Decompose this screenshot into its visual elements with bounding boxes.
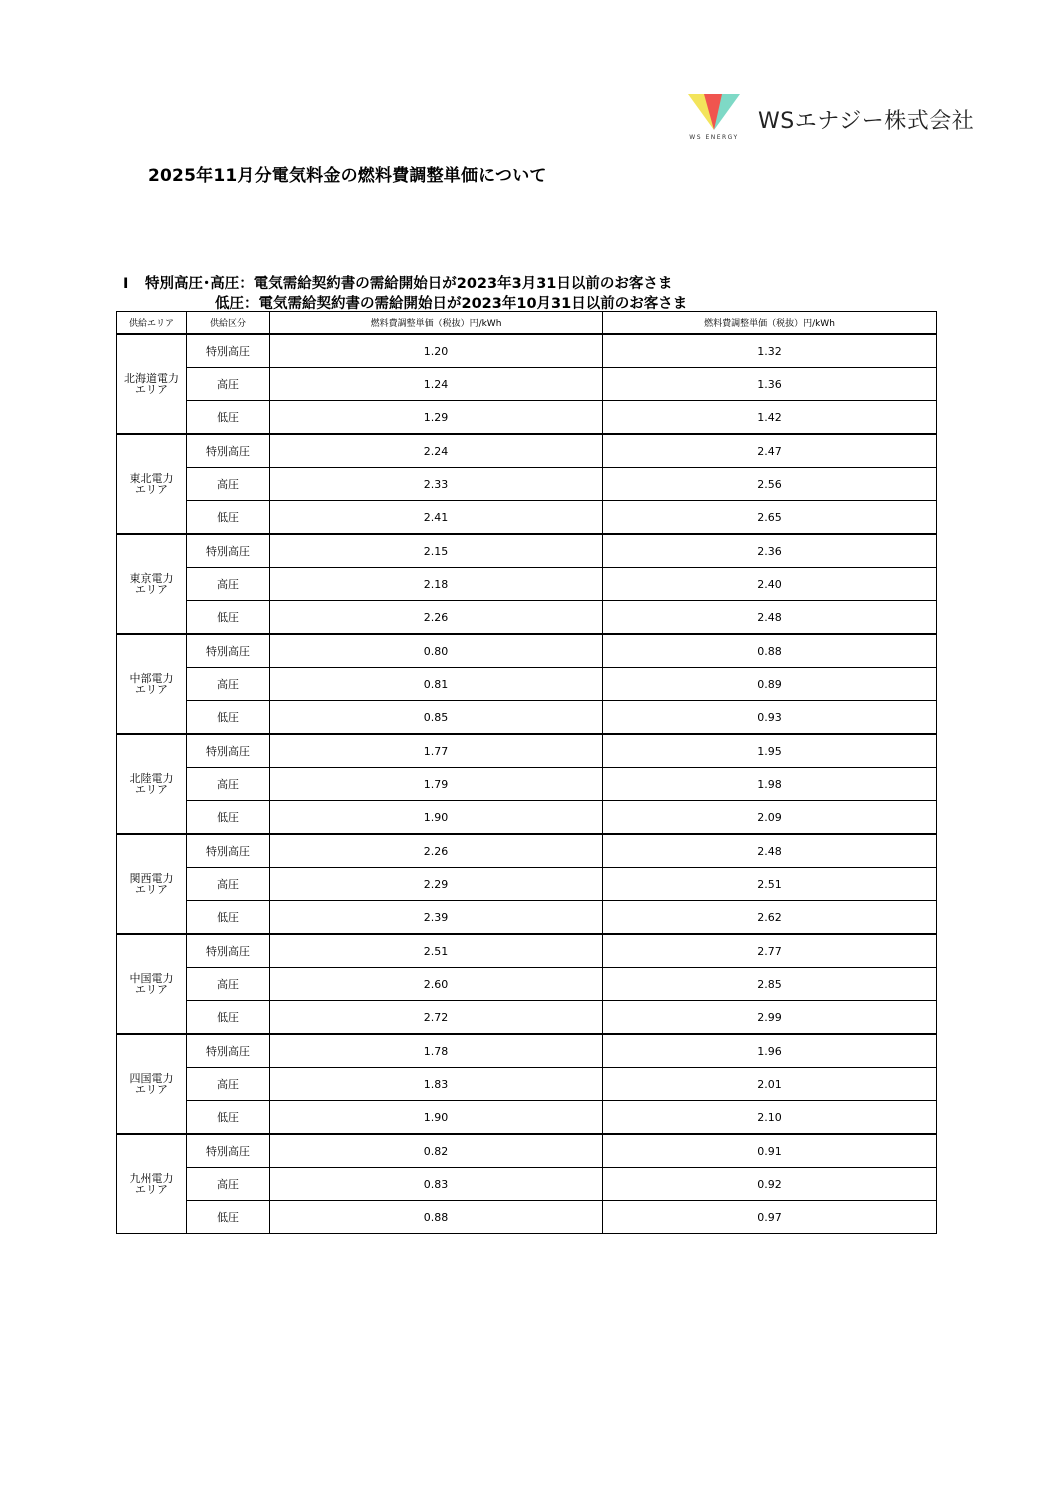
company-logo [684, 90, 744, 146]
rate-value-1: 2.18 [270, 568, 603, 601]
area-cell [117, 534, 187, 634]
rate-value-1: 2.72 [270, 1001, 603, 1035]
area-label-line: エリア [135, 983, 168, 996]
rate-value-2: 2.47 [603, 434, 937, 468]
rate-value-2: 0.89 [603, 668, 937, 701]
rate-value-2: 0.88 [603, 634, 937, 668]
header-rate-1: 燃料費調整単価（税抜）円/kWh [270, 312, 603, 335]
table-row [117, 968, 937, 1001]
table-row [117, 634, 937, 668]
company-name: WSエナジー株式会社 [758, 109, 975, 134]
rate-value-2: 0.93 [603, 701, 937, 735]
class-cell: 低圧 [187, 801, 270, 835]
rate-value-1: 2.51 [270, 934, 603, 968]
table-row [117, 701, 937, 735]
area-cell [117, 1034, 187, 1134]
class-cell: 特別高圧 [187, 834, 270, 868]
table-row [117, 1034, 937, 1068]
rate-value-1: 2.60 [270, 968, 603, 1001]
table-row [117, 534, 937, 568]
class-cell: 特別高圧 [187, 534, 270, 568]
area-label-line: 東北電力 [129, 472, 174, 485]
rate-value-1: 1.78 [270, 1034, 603, 1068]
rate-value-1: 1.90 [270, 1101, 603, 1135]
area-label-line: 中国電力 [129, 972, 174, 985]
rate-value-2: 2.48 [603, 601, 937, 635]
class-cell: 高圧 [187, 468, 270, 501]
class-cell: 高圧 [187, 1068, 270, 1101]
page-title: 2025年11月分電気料金の燃料費調整単価について [148, 166, 547, 186]
rate-value-2: 2.51 [603, 868, 937, 901]
area-label-line: エリア [135, 783, 168, 796]
rate-value-2: 1.42 [603, 401, 937, 435]
table-row [117, 601, 937, 635]
rate-value-2: 2.77 [603, 934, 937, 968]
class-cell: 高圧 [187, 768, 270, 801]
table-row [117, 468, 937, 501]
area-label-line: エリア [135, 483, 168, 496]
rate-value-2: 2.09 [603, 801, 937, 835]
rate-value-2: 1.36 [603, 368, 937, 401]
class-cell: 低圧 [187, 1201, 270, 1234]
rate-value-1: 0.80 [270, 634, 603, 668]
class-cell: 高圧 [187, 668, 270, 701]
rate-value-1: 2.39 [270, 901, 603, 935]
class-cell: 特別高圧 [187, 334, 270, 368]
table-header-row [117, 312, 937, 335]
section-number: Ⅰ [123, 276, 129, 292]
class-cell: 低圧 [187, 901, 270, 935]
table-body [117, 334, 937, 1234]
logo-wordmark: WS ENERGY [689, 134, 739, 141]
rate-value-1: 0.83 [270, 1168, 603, 1201]
class-cell: 高圧 [187, 968, 270, 1001]
rate-value-2: 2.56 [603, 468, 937, 501]
section-line1-text: 特別高圧･高圧：電気需給契約書の需給開始日が2023年3月31日以前のお客さま [145, 276, 673, 292]
class-cell: 特別高圧 [187, 634, 270, 668]
ws-energy-logo-icon [684, 90, 744, 134]
table-row [117, 668, 937, 701]
rate-value-2: 0.97 [603, 1201, 937, 1234]
rate-value-2: 1.32 [603, 334, 937, 368]
table-row [117, 834, 937, 868]
class-cell: 低圧 [187, 501, 270, 535]
class-cell: 高圧 [187, 368, 270, 401]
table-row [117, 1068, 937, 1101]
area-label-line: エリア [135, 883, 168, 896]
rate-value-2: 2.40 [603, 568, 937, 601]
area-label-line: エリア [135, 1183, 168, 1196]
header-rate-2: 燃料費調整単価（税抜）円/kWh [603, 312, 937, 335]
table-row [117, 901, 937, 935]
rate-value-1: 1.24 [270, 368, 603, 401]
area-label-line: 関西電力 [129, 872, 174, 885]
class-cell: 低圧 [187, 701, 270, 735]
header-area: 供給エリア [117, 312, 187, 335]
class-cell: 低圧 [187, 1101, 270, 1135]
area-cell [117, 434, 187, 534]
fuel-cost-adjustment-table [116, 311, 937, 1234]
rate-value-1: 2.29 [270, 868, 603, 901]
table-row [117, 434, 937, 468]
table-row [117, 768, 937, 801]
rate-value-2: 2.85 [603, 968, 937, 1001]
rate-value-2: 0.91 [603, 1134, 937, 1168]
area-label-line: エリア [135, 583, 168, 596]
area-cell [117, 1134, 187, 1234]
rate-value-2: 2.01 [603, 1068, 937, 1101]
area-label-line: エリア [135, 1083, 168, 1096]
area-label-line: 四国電力 [129, 1072, 174, 1085]
class-cell: 特別高圧 [187, 1034, 270, 1068]
area-label-line: 北陸電力 [129, 772, 174, 785]
rate-value-2: 0.92 [603, 1168, 937, 1201]
table-row [117, 401, 937, 435]
class-cell: 低圧 [187, 401, 270, 435]
rate-value-1: 2.33 [270, 468, 603, 501]
rate-value-1: 0.81 [270, 668, 603, 701]
table-row [117, 568, 937, 601]
rate-value-2: 2.65 [603, 501, 937, 535]
rate-value-2: 1.96 [603, 1034, 937, 1068]
rate-value-2: 2.10 [603, 1101, 937, 1135]
rate-value-1: 2.24 [270, 434, 603, 468]
area-label-line: 東京電力 [129, 572, 174, 585]
rate-value-1: 0.88 [270, 1201, 603, 1234]
area-cell [117, 334, 187, 434]
area-label-line: エリア [135, 383, 168, 396]
class-cell: 特別高圧 [187, 734, 270, 768]
rate-value-1: 1.20 [270, 334, 603, 368]
rate-value-1: 2.26 [270, 601, 603, 635]
class-cell: 低圧 [187, 601, 270, 635]
class-cell: 特別高圧 [187, 1134, 270, 1168]
table-row [117, 934, 937, 968]
area-label-line: 北海道電力 [124, 372, 179, 385]
class-cell: 高圧 [187, 1168, 270, 1201]
rate-value-2: 2.62 [603, 901, 937, 935]
rate-value-1: 1.83 [270, 1068, 603, 1101]
rate-value-2: 1.95 [603, 734, 937, 768]
rate-value-1: 1.90 [270, 801, 603, 835]
class-cell: 高圧 [187, 568, 270, 601]
rate-value-1: 1.79 [270, 768, 603, 801]
area-cell [117, 634, 187, 734]
rate-value-1: 0.82 [270, 1134, 603, 1168]
table-row [117, 1201, 937, 1234]
table-row [117, 1134, 937, 1168]
table-row [117, 801, 937, 835]
rate-value-1: 2.26 [270, 834, 603, 868]
table-row [117, 501, 937, 535]
rate-value-1: 1.77 [270, 734, 603, 768]
rate-value-2: 2.48 [603, 834, 937, 868]
section-heading-line2: 低圧：電気需給契約書の需給開始日が2023年10月31日以前のお客さま [215, 296, 688, 312]
rate-value-1: 2.41 [270, 501, 603, 535]
rate-value-2: 1.98 [603, 768, 937, 801]
rate-value-2: 2.99 [603, 1001, 937, 1035]
area-label-line: 中部電力 [129, 672, 174, 685]
area-cell [117, 734, 187, 834]
table-row [117, 734, 937, 768]
rate-value-1: 1.29 [270, 401, 603, 435]
class-cell: 高圧 [187, 868, 270, 901]
table-row [117, 368, 937, 401]
area-label-line: エリア [135, 683, 168, 696]
table-row [117, 334, 937, 368]
header-class: 供給区分 [187, 312, 270, 335]
rate-value-1: 0.85 [270, 701, 603, 735]
table-row [117, 868, 937, 901]
class-cell: 特別高圧 [187, 934, 270, 968]
section-heading-line1 [123, 272, 672, 293]
rate-value-1: 2.15 [270, 534, 603, 568]
area-cell [117, 834, 187, 934]
area-cell [117, 934, 187, 1034]
class-cell: 低圧 [187, 1001, 270, 1035]
rate-value-2: 2.36 [603, 534, 937, 568]
class-cell: 特別高圧 [187, 434, 270, 468]
table-row [117, 1168, 937, 1201]
table-row [117, 1101, 937, 1135]
table-row [117, 1001, 937, 1035]
area-label-line: 九州電力 [129, 1172, 174, 1185]
